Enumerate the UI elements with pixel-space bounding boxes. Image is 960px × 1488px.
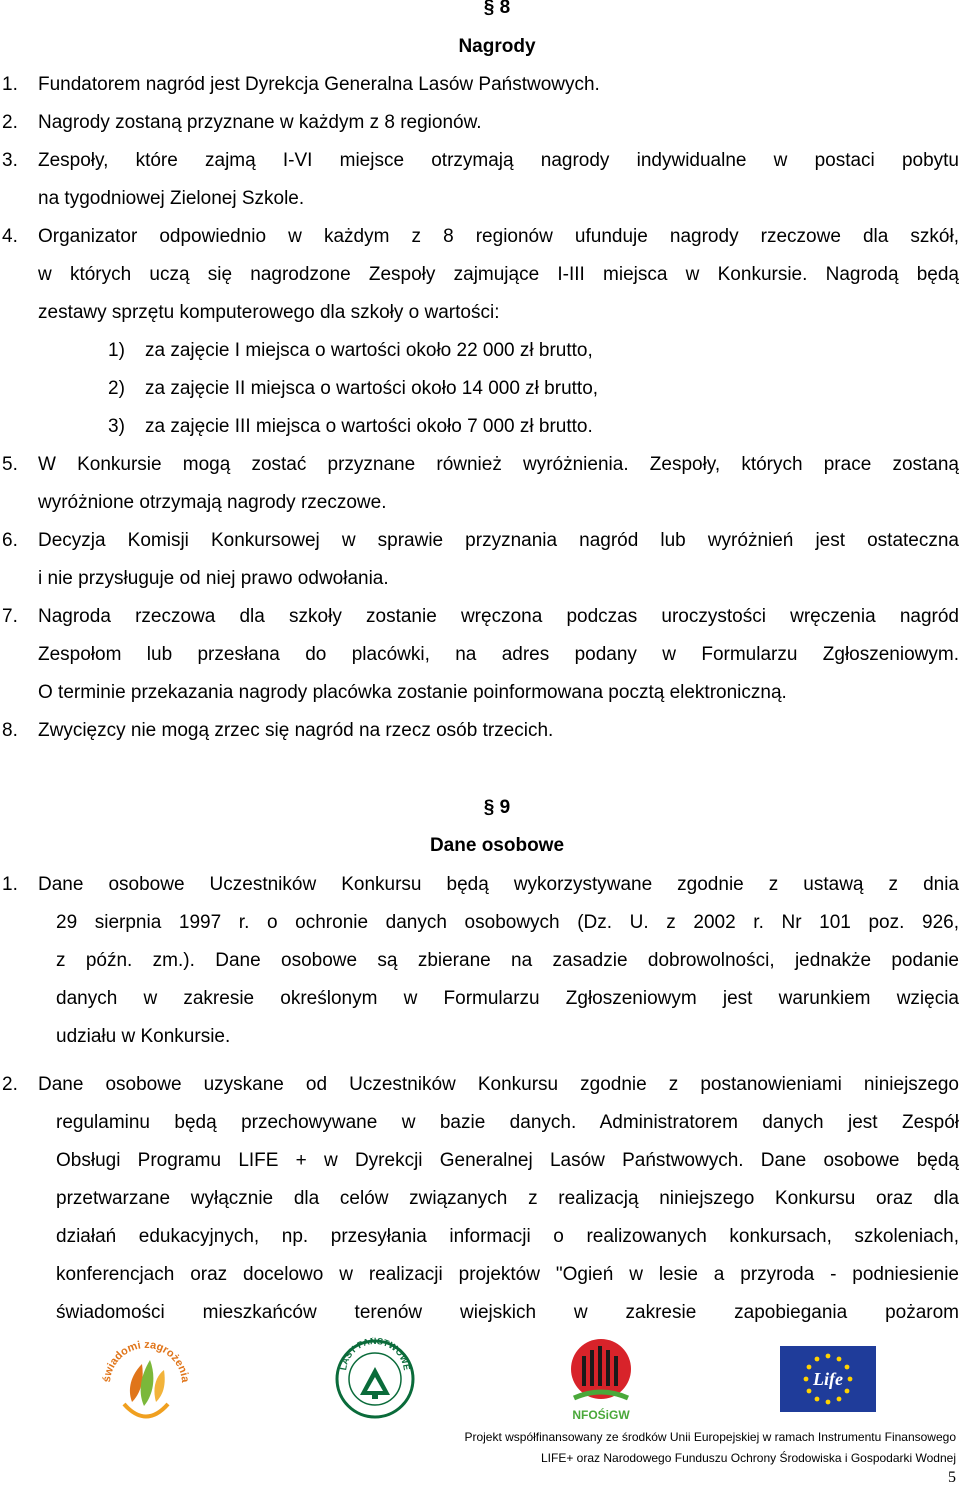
list-number: 3. [2, 150, 18, 171]
list-item-text: w których uczą się nagrodzone Zespoły zajmujące I-III miejsca w Konkursie. Nagrodą będą [38, 264, 959, 285]
sublist-item-text: za zajęcie II miejsca o wartości około 14 000 zł brutto, [145, 378, 599, 399]
footer-line-1: Projekt współfinansowany ze środków Unii Europejskiej w ramach Instrumentu Finansowego [464, 1430, 956, 1444]
logo-arc-text: świadomi zagrożenia [100, 1338, 192, 1384]
section-8-symbol: § 8 [483, 0, 511, 18]
list-item-text: Dane osobowe Uczestników Konkursu będą wykorzystywane zgodnie z ustawą z dnia [38, 874, 959, 895]
list-item-text: 29 sierpnia 1997 r. o ochronie danych osobowych (Dz. U. z 2002 r. Nr 101 poz. 926, [56, 912, 959, 933]
list-item-text: z późn. zm.). Dane osobowe są zbierane na zasadzie dobrowolności, jednakże podanie [56, 950, 959, 971]
list-item-text: Decyzja Komisji Konkursowej w sprawie przyznania nagród lub wyróżnień jest ostateczna [38, 530, 959, 551]
sublist-number: 2) [108, 378, 125, 399]
list-item-text: udziału w Konkursie. [56, 1026, 231, 1047]
nfosigw-label: NFOŚiGW [572, 1408, 630, 1422]
list-number: 2. [2, 112, 18, 133]
list-item-text: Fundatorem nagród jest Dyrekcja Generalna Lasów Państwowych. [38, 74, 600, 95]
list-item-text: wyróżnione otrzymają nagrody rzeczowe. [38, 492, 387, 513]
list-number: 6. [2, 530, 18, 551]
eu-life-logo [780, 1346, 876, 1412]
list-item-text: Zespoły, które zajmą I-VI miejsce otrzymają nagrody indywidualne w postaci pobytu [38, 150, 959, 171]
list-item-text: na tygodniowej Zielonej Szkole. [38, 188, 305, 209]
list-item-text: W Konkursie mogą zostać przyznane również wyróżnienia. Zespoły, których prace zostaną [38, 454, 959, 475]
list-item-text: świadomości mieszkańców terenów wiejskich w zakresie zapobiegania pożarom [56, 1302, 959, 1323]
page-number: 5 [948, 1469, 956, 1486]
nfosigw-logo [566, 1336, 636, 1426]
list-item-text: Dane osobowe uzyskane od Uczestników Konkursu zgodnie z postanowieniami niniejszego [38, 1074, 959, 1095]
life-logo-text: Life [813, 1369, 843, 1389]
list-item-text: Nagroda rzeczowa dla szkoły zostanie wręczona podczas uroczystości wręczenia nagród [38, 606, 959, 627]
lasy-panstwowe-logo [334, 1337, 416, 1423]
list-number: 1. [2, 874, 18, 895]
list-item-text: Nagrody zostaną przyznane w każdym z 8 regionów. [38, 112, 482, 133]
list-item-text: danych w zakresie określonym w Formularzu Zgłoszeniowym jest warunkiem wzięcia [56, 988, 959, 1009]
list-item-text: Organizator odpowiednio w każdym z 8 regionów ufunduje nagrody rzeczowe dla szkół, [38, 226, 959, 247]
list-item-text: O terminie przekazania nagrody placówka zostanie poinformowana pocztą elektroniczną. [38, 682, 787, 703]
list-item-text: przetwarzane wyłącznie dla celów związanych z realizacją niniejszego Konkursu oraz dla [56, 1188, 959, 1209]
list-item-text: działań edukacyjnych, np. przesyłania informacji o realizowanych konkursach, szkoleniach, [56, 1226, 959, 1247]
list-item-text: Zespołom lub przesłana do placówki, na adres podany w Formularzu Zgłoszeniowym. [38, 644, 959, 665]
list-number: 8. [2, 720, 18, 741]
list-number: 2. [2, 1074, 18, 1095]
list-item-text: regulaminu będą przechowywane w bazie danych. Administratorem danych jest Zespół [56, 1112, 959, 1133]
list-item-text: Zwycięzcy nie mogą zrzec się nagród na rzecz osób trzecich. [38, 720, 554, 741]
list-item-text: zestawy sprzętu komputerowego dla szkoły o wartości: [38, 302, 500, 323]
sublist-number: 3) [108, 416, 125, 437]
swiadomi-zagrozenia-logo [96, 1334, 196, 1434]
list-number: 4. [2, 226, 18, 247]
list-item-text: konferencjach oraz docelowo w realizacji projektów "Ogień w lesie a przyroda - podniesienie [56, 1264, 959, 1285]
sublist-item-text: za zajęcie I miejsca o wartości około 22 000 zł brutto, [145, 340, 593, 361]
list-number: 1. [2, 74, 18, 95]
section-9-symbol: § 9 [483, 797, 511, 818]
sublist-item-text: za zajęcie III miejsca o wartości około 7 000 zł brutto. [145, 416, 593, 437]
sublist-number: 1) [108, 340, 125, 361]
footer-line-2: LIFE+ oraz Narodowego Funduszu Ochrony Środowiska i Gospodarki Wodnej [541, 1451, 956, 1465]
logo-arc-text: LASY PAŃSTWOWE [338, 1337, 412, 1371]
list-item-text: Obsługi Programu LIFE + w Dyrekcji Generalnej Lasów Państwowych. Dane osobowe będą [56, 1150, 959, 1171]
section-8-title: Nagrody [458, 36, 536, 57]
list-number: 5. [2, 454, 18, 475]
list-number: 7. [2, 606, 18, 627]
section-9-title: Dane osobowe [429, 835, 565, 856]
list-item-text: i nie przysługuje od niej prawo odwołania. [38, 568, 389, 589]
